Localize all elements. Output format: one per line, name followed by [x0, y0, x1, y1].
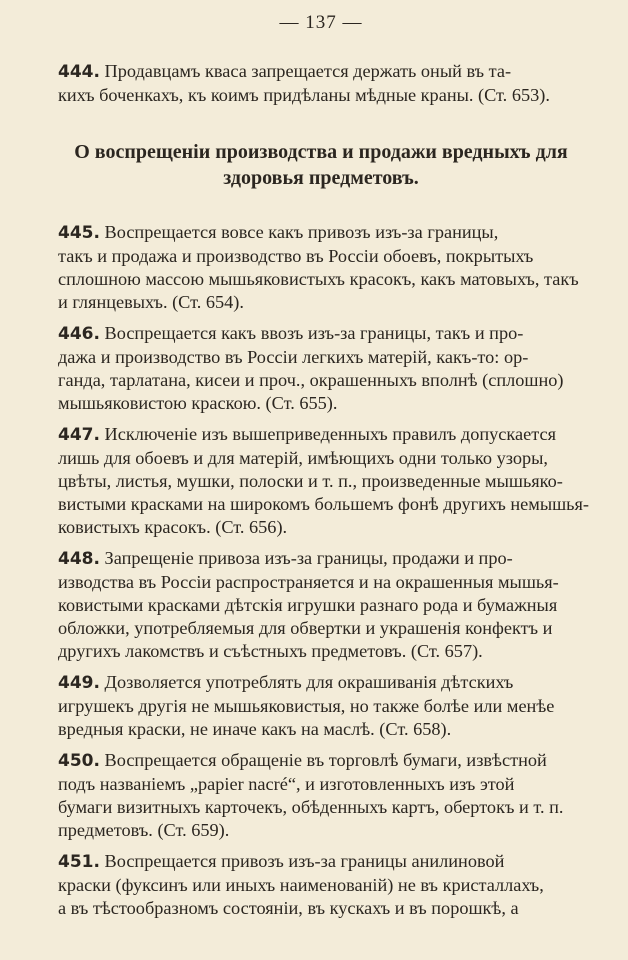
paragraph-number: 445.	[58, 223, 100, 243]
paragraph-446: 446. Воспрещается какъ ввозъ изъ-за границы, такъ и про- дажа и производство въ Россіи легкихъ матерій, какъ-то: ор- ганда, тарлатана, кисеи и проч., окрашенныхъ вполнѣ (сплошно) мышьяковистою краскою. (Ст. 655).	[58, 323, 564, 413]
paragraph-448: 448. Запрещеніе привоза изъ-за границы, продажи и про- изводства въ Россіи распространяется и на окрашенныя мышья- ковистыми красками дѣтскія игрушки разнаго рода и бумажныя обложки, употребляемыя для обвертки и украшенія конфектъ и другихъ лакомствъ и съѣстныхъ предметовъ. (Ст. 657).	[58, 548, 559, 661]
page-number: — 137 —	[279, 12, 363, 33]
paragraph-444: 444. Продавцамъ кваса запрещается держать оный въ та- кихъ боченкахъ, къ коимъ придѣланы мѣдные краны. (Ст. 653).	[58, 61, 550, 105]
paragraph-number: 448.	[58, 549, 100, 569]
paragraph-447: 447. Исключеніе изъ вышеприведенныхъ правилъ допускается лишь для обоевъ и для матерій, имѣющихъ одни только узоры, цвѣты, листья, мушки, полоски и т. п., произведенные мышьяко- вистыми красками на широкомъ большемъ фонѣ другихъ немышья- ковистыхъ красокъ. (Ст. 656).	[58, 424, 590, 537]
section-heading: О воспрещеніи производства и продажи вредныхъ для здоровья предметовъ.	[74, 141, 568, 189]
paragraph-number: 447.	[58, 425, 100, 445]
paragraph-449: 449. Дозволяется употреблять для окрашиванія дѣтскихъ игрушекъ другія не мышьяковистыя, но также болѣе или менѣе вредныя краски, не иначе какъ на маслѣ. (Ст. 658).	[58, 672, 555, 739]
paragraph-450: 450. Воспрещается обращеніе въ торговлѣ бумаги, извѣстной подъ названіемъ „papier nacré“, и изготовленныхъ изъ этой бумаги визитныхъ карточекъ, обѣденныхъ картъ, обертокъ и т. п. предметовъ. (Ст. 659).	[58, 750, 564, 840]
paragraph-number: 444.	[58, 62, 100, 82]
paragraph-number: 449.	[58, 673, 100, 693]
paragraph-451: 451. Воспрещается привозъ изъ-за границы анилиновой краски (фуксинъ или иныхъ наименованій) не въ кристаллахъ, а въ тѣстообразномъ состояніи, въ кускахъ и въ порошкѣ, а	[58, 851, 544, 918]
paragraph-445: 445. Воспрещается вовсе какъ привозъ изъ-за границы, такъ и продажа и производство въ Россіи обоевъ, покрытыхъ сплошною массою мышьяковистыхъ красокъ, какъ матовыхъ, такъ и глянцевыхъ. (Ст. 654).	[58, 222, 579, 312]
paragraph-number: 451.	[58, 852, 100, 872]
paragraph-number: 446.	[58, 324, 100, 344]
paragraph-number: 450.	[58, 751, 100, 771]
